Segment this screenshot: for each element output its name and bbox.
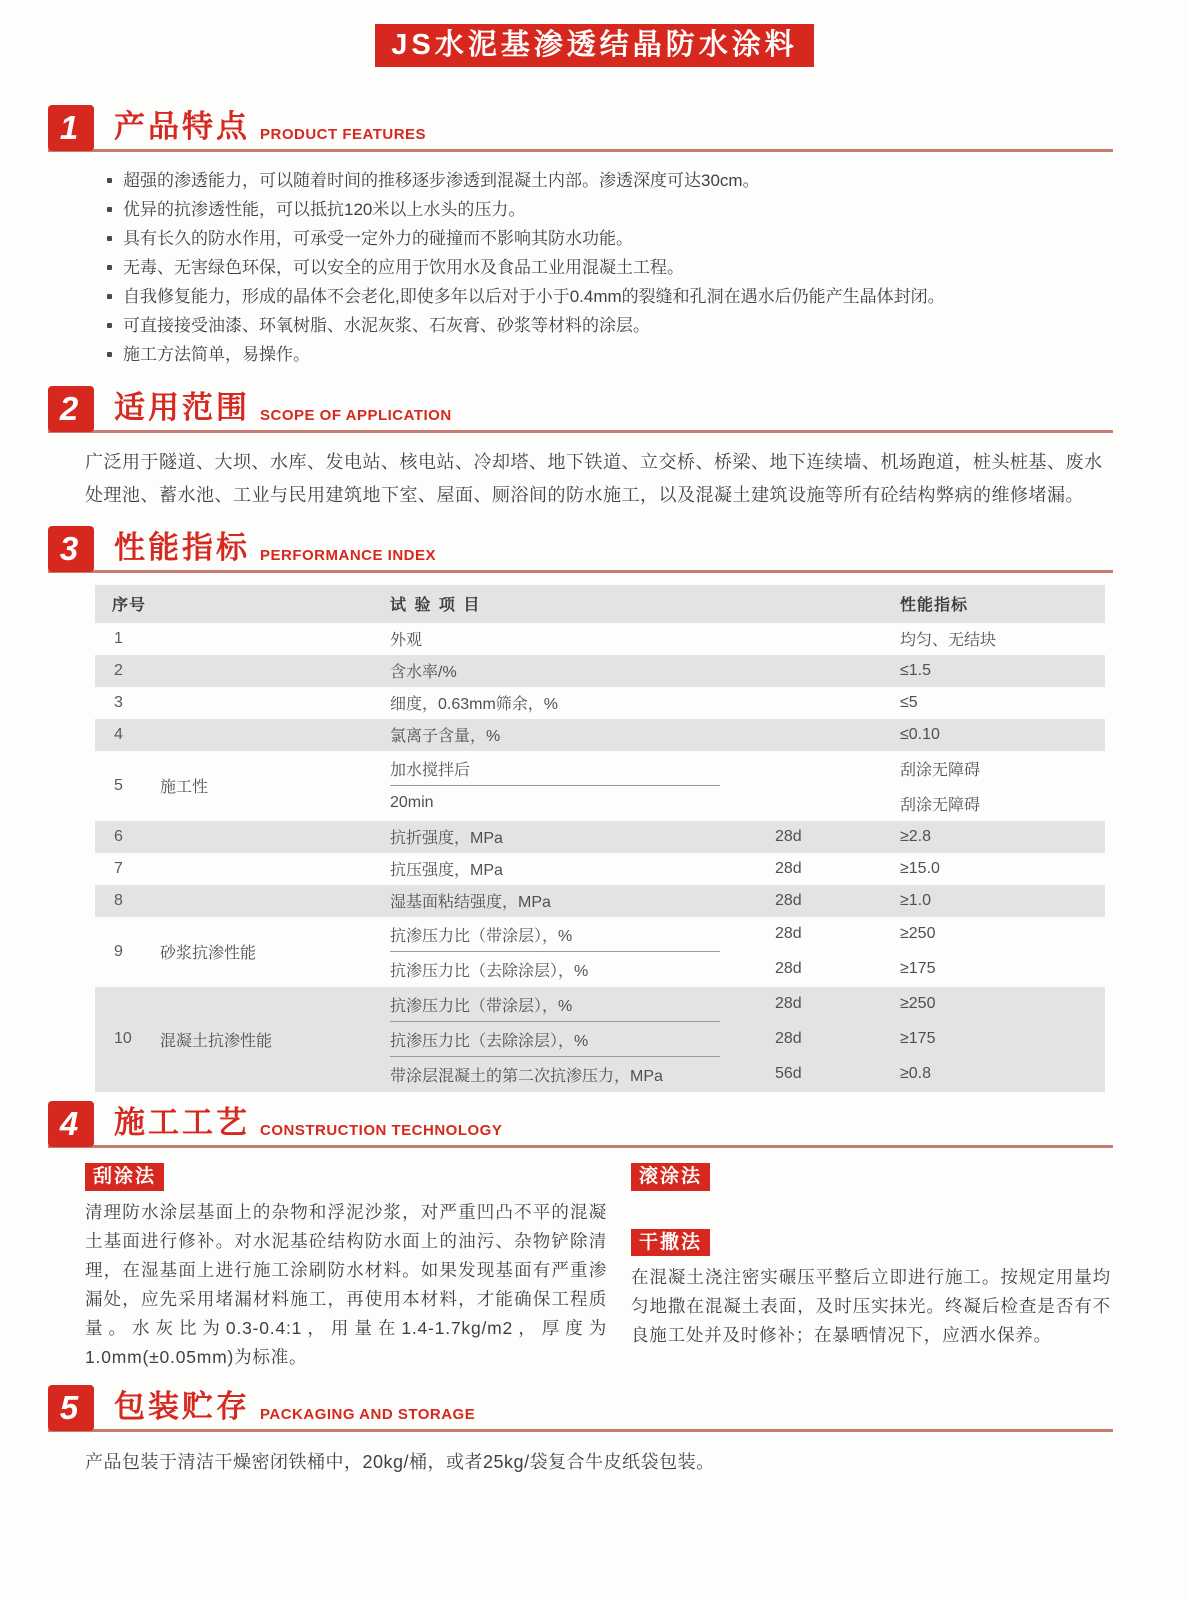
cell-items [390, 987, 1105, 1092]
method-text-scrape: 清理防水涂层基面上的杂物和浮泥沙浆，对严重凹凸不平的混凝土基面进行修补。对水泥基砼结构防水面上的油污、杂物铲除清理，在湿基面上进行施工涂刷防水材料。如果发现基面有严重渗漏处，应先采用堵漏材料施工，再使用本材料，才能确保工程质量。水灰比为0.3-0.4:1，用量在1.4-1.7kg/m2，厚度为1.0mm(±0.05mm)为标准。 [85, 1201, 607, 1367]
method-badge-dry: 干撒法 [631, 1229, 710, 1257]
table-subrow [390, 655, 1105, 687]
section-subtitle: PERFORMANCE INDEX [260, 546, 437, 564]
section-title: 施工工艺 [114, 1104, 250, 1140]
section-header-performance [48, 526, 1113, 573]
table-subrow [390, 917, 1105, 952]
method-badge-scrape: 刮涂法 [85, 1163, 164, 1191]
cell-age: 28d [775, 995, 802, 1013]
cell-test-item: 氯离子含量，% [390, 728, 501, 746]
cell-test-item: 外观 [390, 632, 423, 650]
section-title: 包装贮存 [114, 1388, 250, 1424]
cell-category [160, 853, 390, 885]
performance-table-body [95, 623, 1105, 1092]
cell-index-value: ≤1.5 [900, 661, 932, 679]
cell-test-item: 含水率/% [390, 664, 457, 682]
col-header-index: 性能指标 [900, 597, 969, 615]
cell-index-value: 刮涂无障碍 [900, 796, 981, 814]
cell-no: 7 [114, 859, 123, 877]
cell-items [390, 623, 1105, 655]
feature-item: 可直接接受油漆、环氧树脂、水泥灰浆、石灰膏、砂浆等材料的涂层。 [106, 311, 1129, 340]
cell-test-item: 抗渗压力比（带涂层），% [390, 917, 775, 952]
cell-index-value: ≥175 [900, 1030, 936, 1048]
cell-category [160, 885, 390, 917]
cell-index-value: ≥250 [900, 925, 936, 943]
construction-methods [85, 1163, 1189, 1372]
cell-no: 9 [114, 942, 123, 960]
section-number: 3 [48, 526, 94, 572]
table-row [95, 885, 1105, 917]
cell-test-item: 湿基面粘结强度，MPa [390, 894, 551, 912]
page-title: JS水泥基渗透结晶防水涂料 [375, 24, 813, 67]
section-subtitle: PACKAGING AND STORAGE [260, 1405, 476, 1423]
table-subrow [390, 623, 1105, 655]
feature-item: 自我修复能力，形成的晶体不会老化,即使多年以后对于小于0.4mm的裂缝和孔洞在遇水后仍能产生晶体封闭。 [106, 282, 1129, 311]
scope-text: 广泛用于隧道、大坝、水库、发电站、核电站、冷却塔、地下铁道、立交桥、桥梁、地下连续墙、机场跑道，桩头桩基、废水处理池、蓄水池、工业与民用建筑地下室、屋面、厕浴间的防水施工，以及混凝土建筑设施等所有砼结构弊病的维修堵漏。 [85, 451, 1103, 505]
section-number: 1 [48, 105, 94, 151]
feature-item: 无毒、无害绿色环保，可以安全的应用于饮用水及食品工业用混凝土工程。 [106, 253, 1129, 282]
col-header-no: 序号 [112, 597, 147, 615]
section-header-product-features [48, 105, 1113, 152]
table-row [95, 821, 1105, 853]
cell-category [160, 623, 390, 655]
cell-index-value: ≥175 [900, 960, 936, 978]
table-subrow [390, 853, 1105, 885]
col-header-item: 试 验 项 目 [390, 597, 482, 615]
method-text-dry: 在混凝土浇注密实碾压平整后立即进行施工。按规定用量均匀地撒在混凝土表面，及时压实抹光。终凝后检查是否有不良施工处并及时修补；在暴晒情况下，应洒水保养。 [631, 1267, 1111, 1346]
section-subtitle: CONSTRUCTION TECHNOLOGY [260, 1121, 503, 1139]
cell-index-value: ≥2.8 [900, 827, 932, 845]
table-row [95, 751, 1105, 821]
table-subrow [390, 751, 1105, 786]
table-subrow [390, 885, 1105, 917]
table-subrow [390, 952, 1105, 987]
table-subrow [390, 987, 1105, 1022]
table-subrow [390, 1022, 1105, 1057]
cell-age: 28d [775, 925, 802, 943]
cell-age: 56d [775, 1065, 802, 1083]
feature-item: 施工方法简单，易操作。 [106, 340, 1129, 369]
cell-test-item: 抗渗压力比（去除涂层），% [390, 1022, 775, 1057]
cell-test-item: 抗渗压力比（带涂层），% [390, 987, 775, 1022]
cell-test-item: 抗压强度，MPa [390, 862, 503, 880]
cell-age: 28d [775, 827, 802, 845]
spacer [631, 1191, 1111, 1229]
method-badge-roll: 滚涂法 [631, 1163, 710, 1191]
cell-no: 5 [114, 776, 123, 794]
cell-index-value: ≤5 [900, 693, 918, 711]
cell-no: 8 [114, 891, 123, 909]
cell-items [390, 917, 1105, 987]
cell-index-value: ≥250 [900, 995, 936, 1013]
cell-index-value: 刮涂无障碍 [900, 761, 981, 779]
table-subrow [390, 786, 1105, 821]
cell-no: 3 [114, 693, 123, 711]
section-title: 性能指标 [114, 529, 250, 565]
table-subrow [390, 821, 1105, 853]
section-title: 适用范围 [114, 389, 250, 425]
section-number: 4 [48, 1101, 94, 1147]
cell-index-value: 均匀、无结块 [900, 632, 997, 650]
cell-items [390, 687, 1105, 719]
table-row [95, 853, 1105, 885]
section-header-construction [48, 1101, 1113, 1148]
cell-age: 28d [775, 1030, 802, 1048]
packaging-text: 产品包装于清洁干燥密闭铁桶中，20kg/桶，或者25kg/袋复合牛皮纸袋包装。 [85, 1451, 715, 1472]
construction-right-column [631, 1163, 1111, 1372]
cell-age: 28d [775, 960, 802, 978]
cell-no: 4 [114, 725, 123, 743]
section-subtitle: SCOPE OF APPLICATION [260, 406, 452, 424]
cell-no: 2 [114, 661, 123, 679]
cell-index-value: ≥1.0 [900, 891, 932, 909]
table-subrow [390, 1057, 1105, 1092]
cell-category: 砂浆抗渗性能 [160, 945, 257, 963]
feature-list [106, 166, 1129, 369]
feature-item: 优异的抗渗透性能，可以抵抗120米以上水头的压力。 [106, 195, 1129, 224]
table-row [95, 719, 1105, 751]
cell-items [390, 751, 1105, 821]
cell-test-item: 带涂层混凝土的第二次抗渗压力，MPa [390, 1067, 663, 1085]
cell-test-item: 加水搅拌后 [390, 751, 775, 786]
cell-test-item: 20min [390, 794, 434, 812]
cell-category [160, 655, 390, 687]
section-header-scope [48, 386, 1113, 433]
cell-no: 10 [114, 1030, 132, 1048]
cell-age: 28d [775, 891, 802, 909]
table-header-row [95, 585, 1105, 623]
cell-index-value: ≥15.0 [900, 859, 940, 877]
cell-index-value: ≥0.8 [900, 1065, 932, 1083]
section-subtitle: PRODUCT FEATURES [260, 125, 427, 143]
feature-item: 超强的渗透能力，可以随着时间的推移逐步渗透到混凝土内部。渗透深度可达30cm。 [106, 166, 1129, 195]
cell-test-item: 抗折强度，MPa [390, 830, 503, 848]
cell-items [390, 853, 1105, 885]
cell-category: 施工性 [160, 779, 209, 797]
cell-age: 28d [775, 859, 802, 877]
table-row [95, 655, 1105, 687]
cell-items [390, 885, 1105, 917]
table-row [95, 687, 1105, 719]
cell-test-item: 抗渗压力比（去除涂层），% [390, 962, 589, 980]
feature-item: 具有长久的防水作用，可承受一定外力的碰撞而不影响其防水功能。 [106, 224, 1129, 253]
cell-category: 混凝土抗渗性能 [160, 1032, 273, 1050]
cell-test-item: 细度，0.63mm筛余，% [390, 696, 559, 714]
cell-category [160, 821, 390, 853]
cell-no: 6 [114, 827, 123, 845]
cell-no: 1 [114, 629, 123, 647]
performance-table [95, 585, 1105, 1092]
cell-category [160, 719, 390, 751]
table-row [95, 917, 1105, 987]
table-subrow [390, 687, 1105, 719]
cell-items [390, 719, 1105, 751]
section-number: 2 [48, 386, 94, 432]
section-title: 产品特点 [114, 108, 250, 144]
cell-index-value: ≤0.10 [900, 725, 940, 743]
cell-category [160, 687, 390, 719]
cell-items [390, 821, 1105, 853]
section-header-packaging [48, 1385, 1113, 1432]
cell-items [390, 655, 1105, 687]
construction-left-column [85, 1163, 607, 1372]
table-subrow [390, 719, 1105, 751]
table-row [95, 623, 1105, 655]
section-number: 5 [48, 1385, 94, 1431]
table-row [95, 987, 1105, 1092]
